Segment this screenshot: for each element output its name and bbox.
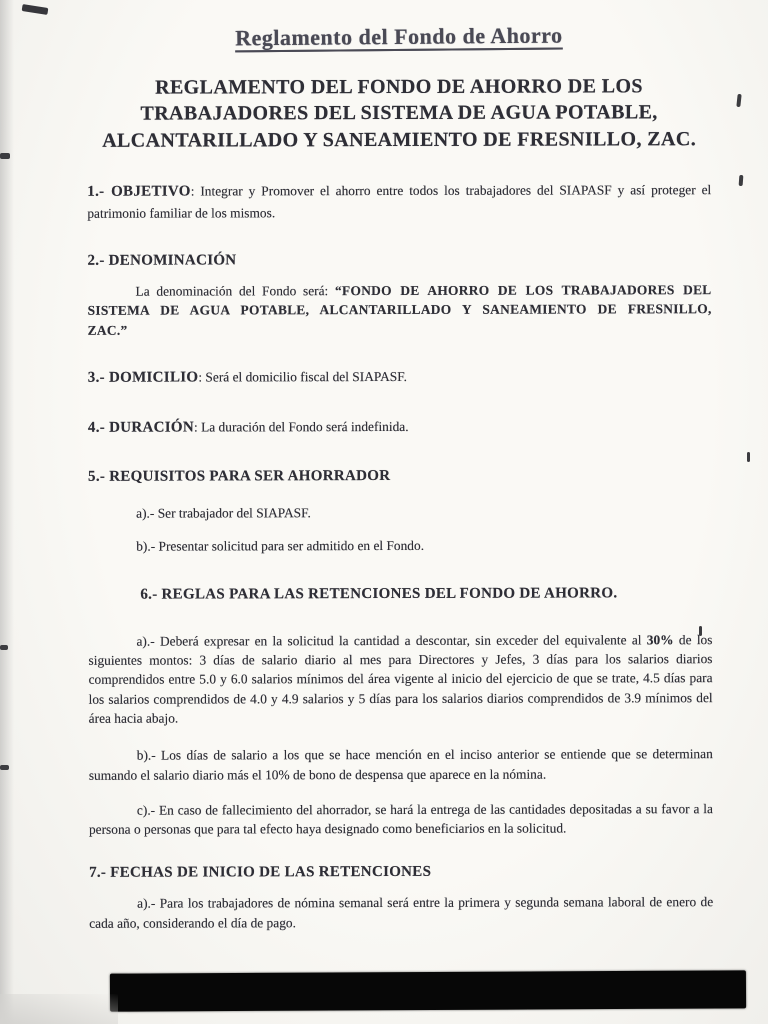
denominacion-lead: La denominación del Fondo será: [135, 283, 336, 299]
section-heading-denominacion: 2.- DENOMINACIÓN [87, 252, 237, 269]
section-objetivo [87, 180, 711, 223]
section-text: : Integrar y Promover el ahorro entre todos los trabajadores del SIAPASF y así proteger el patrimonio familiar de los mismos. [87, 182, 712, 221]
scan-artifact [0, 994, 118, 1024]
reglas-item-c: c).- En caso de fallecimiento del ahorrador, se hará la entrega de las cantidades depositadas a su favor a la persona o personas que para tal efecto haya designado como beneficiarios en la solicitud. [88, 800, 713, 837]
reglas-item-a [88, 630, 712, 728]
fechas-item-a: a).- Para los trabajadores de nómina semanal será entre la primera y segunda semana laboral de enero de cada año, considerando el día de pago. [89, 894, 714, 931]
section-heading-requisitos: 5.- REQUISITOS PARA SER AHORRADOR [88, 468, 391, 485]
reglas-a-pre: a).- Deberá expresar en la solicitud la cantidad a descontar, sin exceder del equivalente al [136, 632, 647, 649]
page-title: Reglamento del Fondo de Ahorro [235, 22, 563, 51]
section-heading: 3.- DOMICILIO [87, 369, 199, 386]
reglas-item-b: b).- Los días de salario a los que se hace mención en el inciso anterior se entiende que se determinan sumando el salario diario más el 10% de bono de despensa que aparece en la nómina. [88, 746, 713, 783]
section-heading: 4.- DURACIÓN [87, 419, 195, 436]
section-domicilio [88, 366, 712, 389]
reglas-a-post: de los siguientes montos: 3 días de salario diario al mes para Directores y Jefes, 3 días para los salarios diarios comprendidos entre 5.0 y 6.0 salarios mínimos del área vigente al inicio del ejercicio de que se trate, 4.5 días para los salarios comprendidos de 4.0 y 4.9 salarios y 5 días para los salarios diarios comprendidos de 3.9 mínimos del área hacia abajo. [88, 631, 713, 726]
section-text: : La duración del Fondo será indefinida. [193, 418, 409, 435]
requisito-item-b: b).- Presentar solicitud para ser admitido en el Fondo. [136, 538, 425, 555]
denominacion-quote: “FONDO DE AHORRO DE LOS TRABAJADORES DEL SISTEMA DE AGUA POTABLE, ALCANTARILLADO Y SANEAMIENTO DE FRESNILLO, ZAC.” [87, 282, 712, 338]
section-denominacion-text [88, 280, 712, 340]
section-text: : Será el domicilio fiscal del SIAPASF. [198, 368, 407, 385]
section-duracion [88, 416, 712, 439]
main-title: REGLAMENTO DEL FONDO DE AHORRO DE LOS TRABAJADORES DEL SISTEMA DE AGUA POTABLE, ALCANTARILLADO Y SANEAMIENTO DE FRESNILLO, ZAC. [102, 75, 697, 152]
section-heading-reglas: 6.- REGLAS PARA LAS RETENCIONES DEL FONDO DE AHORRO. [140, 585, 618, 603]
reglas-a-bold: 30% [646, 631, 674, 648]
section-heading-fechas: 7.- FECHAS DE INICIO DE LAS RETENCIONES [89, 864, 432, 882]
requisito-item-a: a).- Ser trabajador del SIAPASF. [136, 505, 311, 521]
bottom-scan-bar [110, 970, 746, 1011]
section-heading: 1.- OBJETIVO [87, 183, 191, 200]
